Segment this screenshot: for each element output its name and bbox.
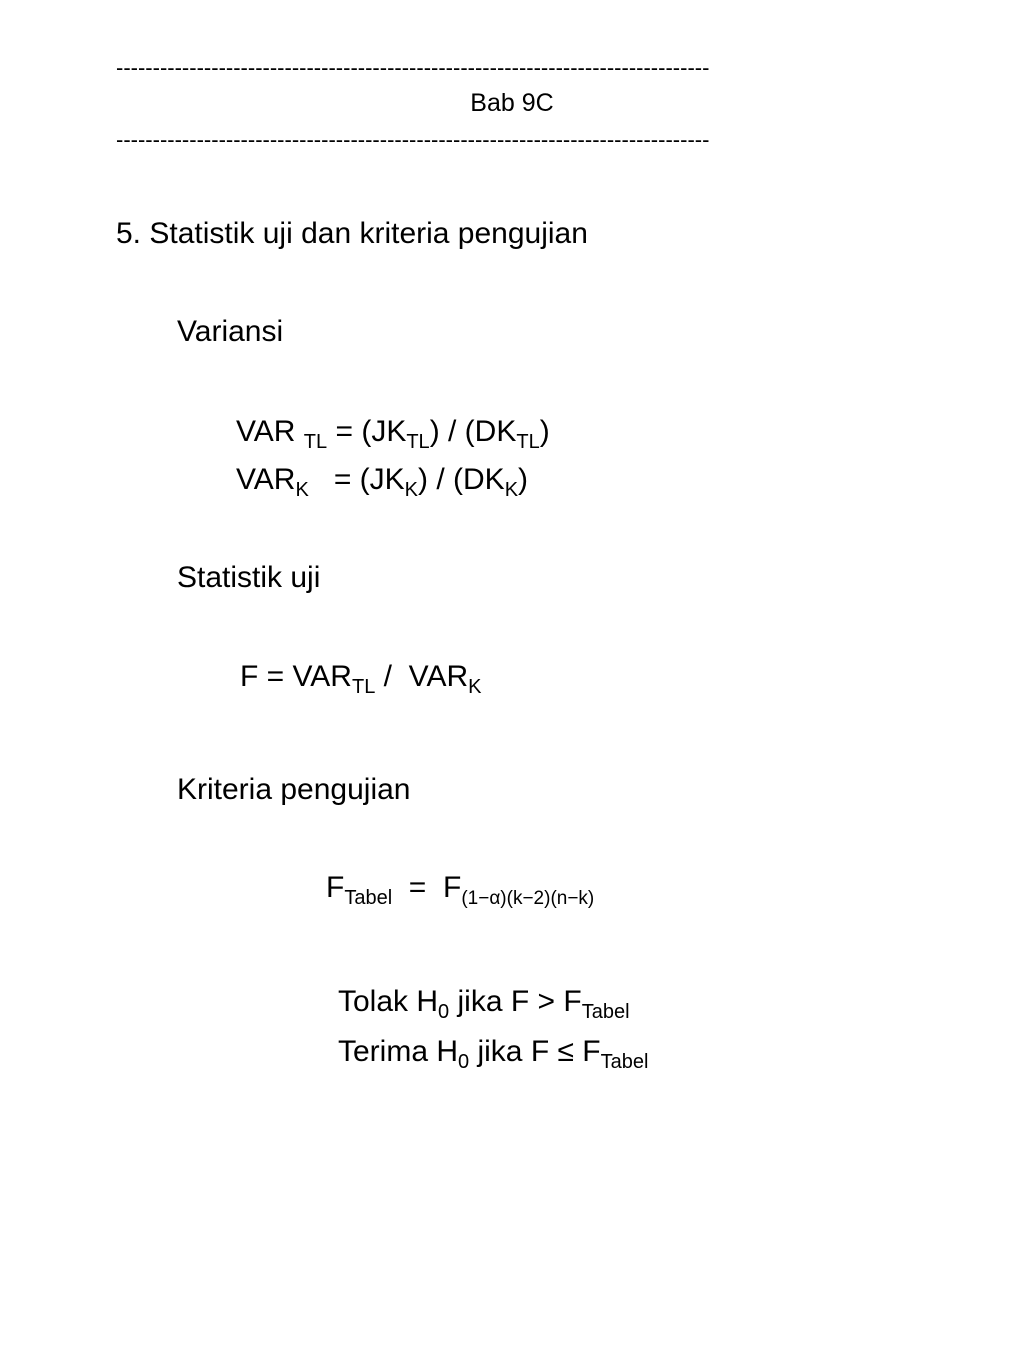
var-k-lhs-sub: K: [295, 479, 309, 501]
f-tabel-lhs: F: [326, 871, 345, 904]
kriteria-label: Kriteria pengujian: [177, 773, 411, 806]
header-rule-top: ---------------------------------------------------------------------------------: [116, 57, 710, 79]
tolak-rule: [338, 985, 630, 1023]
var-tl-end: ): [539, 415, 550, 448]
var-tl-jk-sub: TL: [406, 431, 430, 453]
var-tl-lhs: VAR: [236, 415, 304, 448]
terima-f-sub: Tabel: [600, 1051, 649, 1073]
var-k-end: ): [518, 463, 529, 496]
var-tl-formula: [236, 415, 550, 453]
f-tabel-eq: = F: [392, 871, 462, 904]
header-rule-bottom: ---------------------------------------------------------------------------------: [116, 129, 710, 151]
var-tl-eq: = (JK: [327, 415, 407, 448]
var-k-mid: ) / (DK: [418, 463, 505, 496]
f-tabel-rhs-sub: (1−α)(k−2)(n−k): [461, 888, 595, 909]
var-tl-lhs-sub: TL: [303, 431, 328, 453]
var-k-jk-sub: K: [404, 479, 419, 501]
f-stat-lhs: F = VAR: [240, 660, 352, 693]
section-title: 5. Statistik uji dan kriteria pengujian: [116, 217, 588, 250]
terima-pre: Terima H: [338, 1035, 459, 1068]
tolak-f-sub: Tabel: [581, 1001, 630, 1023]
var-k-formula: [236, 463, 529, 501]
var-tl-dk-sub: TL: [516, 431, 540, 453]
var-k-dk-sub: K: [504, 479, 519, 501]
var-tl-mid: ) / (DK: [429, 415, 517, 448]
f-stat-sub-tl: TL: [351, 676, 376, 698]
terima-h-sub: 0: [458, 1051, 470, 1073]
f-stat-mid: / VAR: [375, 660, 469, 693]
f-tabel-lhs-sub: Tabel: [344, 887, 393, 909]
f-stat-sub-k: K: [468, 676, 482, 698]
var-k-lhs: VAR: [236, 463, 296, 496]
var-k-eq: = (JK: [308, 463, 405, 496]
tolak-h-sub: 0: [438, 1001, 450, 1023]
f-tabel-formula: [326, 871, 595, 909]
variansi-label: Variansi: [177, 315, 284, 348]
statistik-label: Statistik uji: [177, 561, 321, 594]
tolak-pre: Tolak H: [338, 985, 439, 1018]
f-statistic-formula: [240, 660, 482, 698]
terima-rule: [338, 1035, 649, 1073]
tolak-mid: jika F > F: [449, 985, 582, 1018]
terima-mid: jika F ≤ F: [469, 1035, 601, 1068]
chapter-title: Bab 9C: [470, 89, 554, 117]
